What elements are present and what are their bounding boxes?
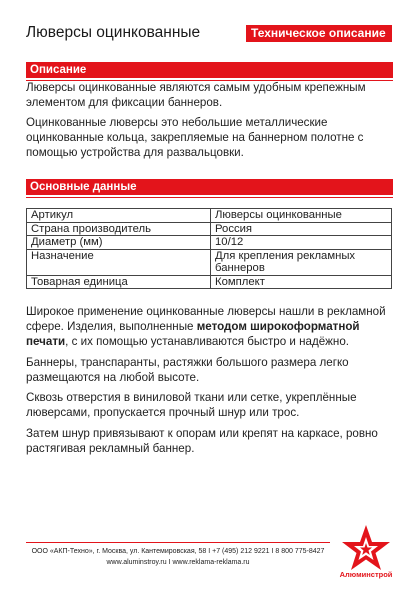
spec-value: Комплект (211, 275, 392, 289)
body-paragraph-2: Баннеры, транспаранты, растяжки большого размера легко размещаются на любой высоте. (26, 356, 349, 384)
table-row (27, 209, 392, 223)
body-paragraph-1 (26, 304, 396, 349)
spec-value: Люверсы оцинкованные (211, 209, 392, 223)
page-title: Люверсы оцинкованные (26, 24, 201, 41)
body-paragraph-3: Сквозь отверстия в виниловой ткани или сетке, укреплённые люверсами, пропускается прочный шнур или трос. (26, 391, 357, 419)
table-row (27, 249, 392, 275)
body-paragraph-4: Затем шнур привязывают к опорам или крепят на каркасе, ровно растягивая рекламный баннер. (26, 427, 378, 455)
spec-key: Страна производитель (27, 222, 211, 236)
footer-sites: www.aluminstroy.ru I www.reklama-reklama.ru (106, 559, 250, 566)
doc-type-badge: Техническое описание (246, 25, 392, 42)
spec-key: Назначение (27, 249, 211, 275)
star-logo-icon (340, 524, 392, 572)
description-paragraph-1: Люверсы оцинкованные являются самым удобным крепежным элементом для фиксации баннеров. (26, 81, 366, 109)
table-row (27, 222, 392, 236)
spec-table (26, 208, 392, 289)
table-row (27, 275, 392, 289)
body-paragraph-1-start: Широкое применение оцинкованные люверсы нашли в рекламной сфере. Изделия, выполненные (26, 305, 386, 333)
spec-value: Россия (211, 222, 392, 236)
section-heading-main-data: Основные данные (26, 179, 393, 195)
section-heading-description: Описание (26, 62, 393, 78)
table-row (27, 236, 392, 250)
footer-address: ООО «АКП-Техно», г. Москва, ул. Кантемировская, 58 I +7 (495) 212 9221 I 8 800 775-8427 (31, 548, 325, 555)
body-paragraph-1-end: , с их помощью устанавливаются быстро и надёжно. (65, 335, 350, 348)
spec-key: Товарная единица (27, 275, 211, 289)
description-paragraph-2: Оцинкованные люверсы это небольшие металлические оцинкованные кольца, закрепляемые на баннерном полотне с помощью устройства для развальцовки. (26, 116, 364, 159)
brand-name: Алюминстрой (339, 570, 393, 579)
spec-key: Артикул (27, 209, 211, 223)
spec-value: Для крепления рекламных баннеров (211, 249, 392, 275)
footer-divider (26, 542, 330, 543)
spec-value: 10/12 (211, 236, 392, 250)
spec-key: Диаметр (мм) (27, 236, 211, 250)
body-paragraph-1-bold: методом широкоформатной печати (26, 320, 360, 348)
